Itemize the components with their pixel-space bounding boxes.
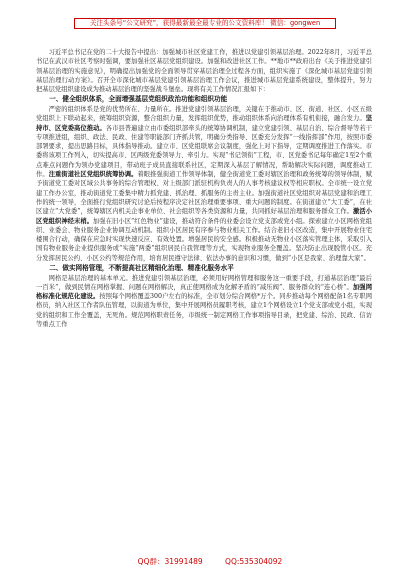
qq-number: QQ:535304092 — [225, 557, 283, 566]
article-body — [36, 48, 372, 548]
paragraph-section-1 — [36, 105, 372, 263]
bold-subheading: 坚持市、区党委高位推动。 — [36, 115, 372, 132]
bold-subheading: 加强网格标准化规范化建设。 — [36, 283, 372, 301]
paragraph-intro: 习近平总书记在党的二十大报告中提出：加强城市社区党建工作，推进以党建引领基层治理。2022年8月，习近平总书记在武汉市社区考察时强调，要加强社区基层党组织建设。加强和改进社区工作。**地市**政府出台《关于推进党建引领基层治理的实施意见》，明确提出加强党的全面领导贯穿基层治理全过程各方面，组织实施了《深化城市基层党建引领基层治理行动方案》。召开全市深化城市基层党建引领基层治理工作会议，推进城市基层党建系统建设，整体提升，努力把基层党组织建设成为推动基层治理的坚强战斗堡垒。现将有关工作情况汇报如下： — [36, 49, 372, 94]
paragraph-text: 严密的组织体系是党的优势所在、力量所在。推进党建引领基层治理，关键在于推动市、区、街道、社区、小区五级党组织上下联动起来，统筹组织资源，整合组织力量，发挥组织优势，推动组织体系向治理体系有机衔接，融合发力。 — [36, 105, 372, 123]
bold-subheading: 激活小区党组织神经末梢。 — [36, 208, 372, 225]
contact-footer — [100, 556, 320, 568]
promo-banner: 关注头条号“公文研究”，获得最新最全最专业的公文资料库！ 微信：gongwen — [74, 18, 336, 29]
paragraph-text: 各市县普遍建立由市委组织部牵头的统筹协调机制，建立党建引领、基层自治、综合督导等若干专项推进组，组织、政法、民政、住建等职能部门齐抓共管，明确分类指导、区委充分发挥“一线指挥部”作用，按照市委部署要求，提出思路目标，具体指导推动。建立市、区党组联席会议制度，强化上对下指导，定期调度推进工作落实。市委将该项工作列入，切实提高市、区两级党委领导力、牵引力。实现“书记领衔”工程，市、区党委书记每年确定1至2个重点难点问题作为领办党建项目，带动班子成员直接联系社区，定期深入基层了解情况，帮助解决实际问题，调度推动工作。 — [36, 124, 372, 179]
paragraph-text: 加强在旧小区“红色物业”建设，推动符合条件的业委会设立党支部或党小组。探索建立小区网格党组织、业委会、物业服务企业协调互动机制。组织小区居民有序参与物业相关工作。结合老旧小区改造，集中开展物业住宅楼围合行动，确保在应急时实现快速反应、有效处置。增强居民的安全感。积极推动无物业小区落实管理主体，采取引入国有物业服务企业提供服务或“实施“两委”组织居民自我管理等方式，实现物业服务全覆盖。坚决防止出现脱管小区。充分发挥居民公约、小区公约等规范作用，培育居民遵守法律、依法办事的意识和习惯，做到“小区是我家、治理靠大家”。 — [36, 217, 372, 262]
qq-group: QQ群：31991489 — [137, 557, 203, 566]
paragraph-text: 着眼推强街道工作领导体制，健全街道党工委对辖区治理和政务统筹的领导体制，赋予街道党工委对区域公共事务的综合管理权、对上级部门派驻机构负责人的人事考核建议权等相应职权。全市统一设立党建工作办公室，推动街道党工委集中精力抓党建、抓治理、抓服务的主责主业。加强街道社区党组织对基层党建和治理工作的统一领导，全面推行党组织研究讨论后按程序决定社区治理重要事项、重大问题的制度。在街道建立“大工委”，在社区建立“大党委”，统筹辖区内机关企事业单位、社会组织等各类资源和力量，共同抓好基层治理和服务群众工作。 — [36, 171, 372, 216]
paragraph-section-2 — [36, 274, 372, 330]
paragraph-text: 网格是基层治理的基本单元。推进党建引领基层治理，必须用好网格管理和服务这一重要手段，打通基层治理“最后一百米”，做到民情在网格掌握、问题在网格解决，真正使网格成为化解矛盾的“减压阀”、服务群众的“连心桥”。 — [36, 274, 372, 291]
bold-subheading: 注重街道社区党组织统筹协调。 — [48, 171, 138, 179]
section-heading-2: 二、做实网格管理，不断提高社区精细化治理、精准化服务水平 — [49, 264, 234, 273]
section-heading-1: 一、健全组织体系，全面增强基层党组织政治功能和组织功能 — [49, 95, 228, 104]
paragraph-text: 按照每个网格覆盖300户左右的标准，全市划分综合网格*万个。同步推动每个网格配备1名专职网格员，纳入社区工作者队伍管理，以街道为单位，集中开展网格员履职考核，建立1个网格设立1个党支部或党小组，实现党的组织和工作全覆盖，无死角。规范网格职责任务，市级统一制定网格工作事项指导目录，把党建、综治、民政、信访等重点工作 — [36, 293, 372, 329]
